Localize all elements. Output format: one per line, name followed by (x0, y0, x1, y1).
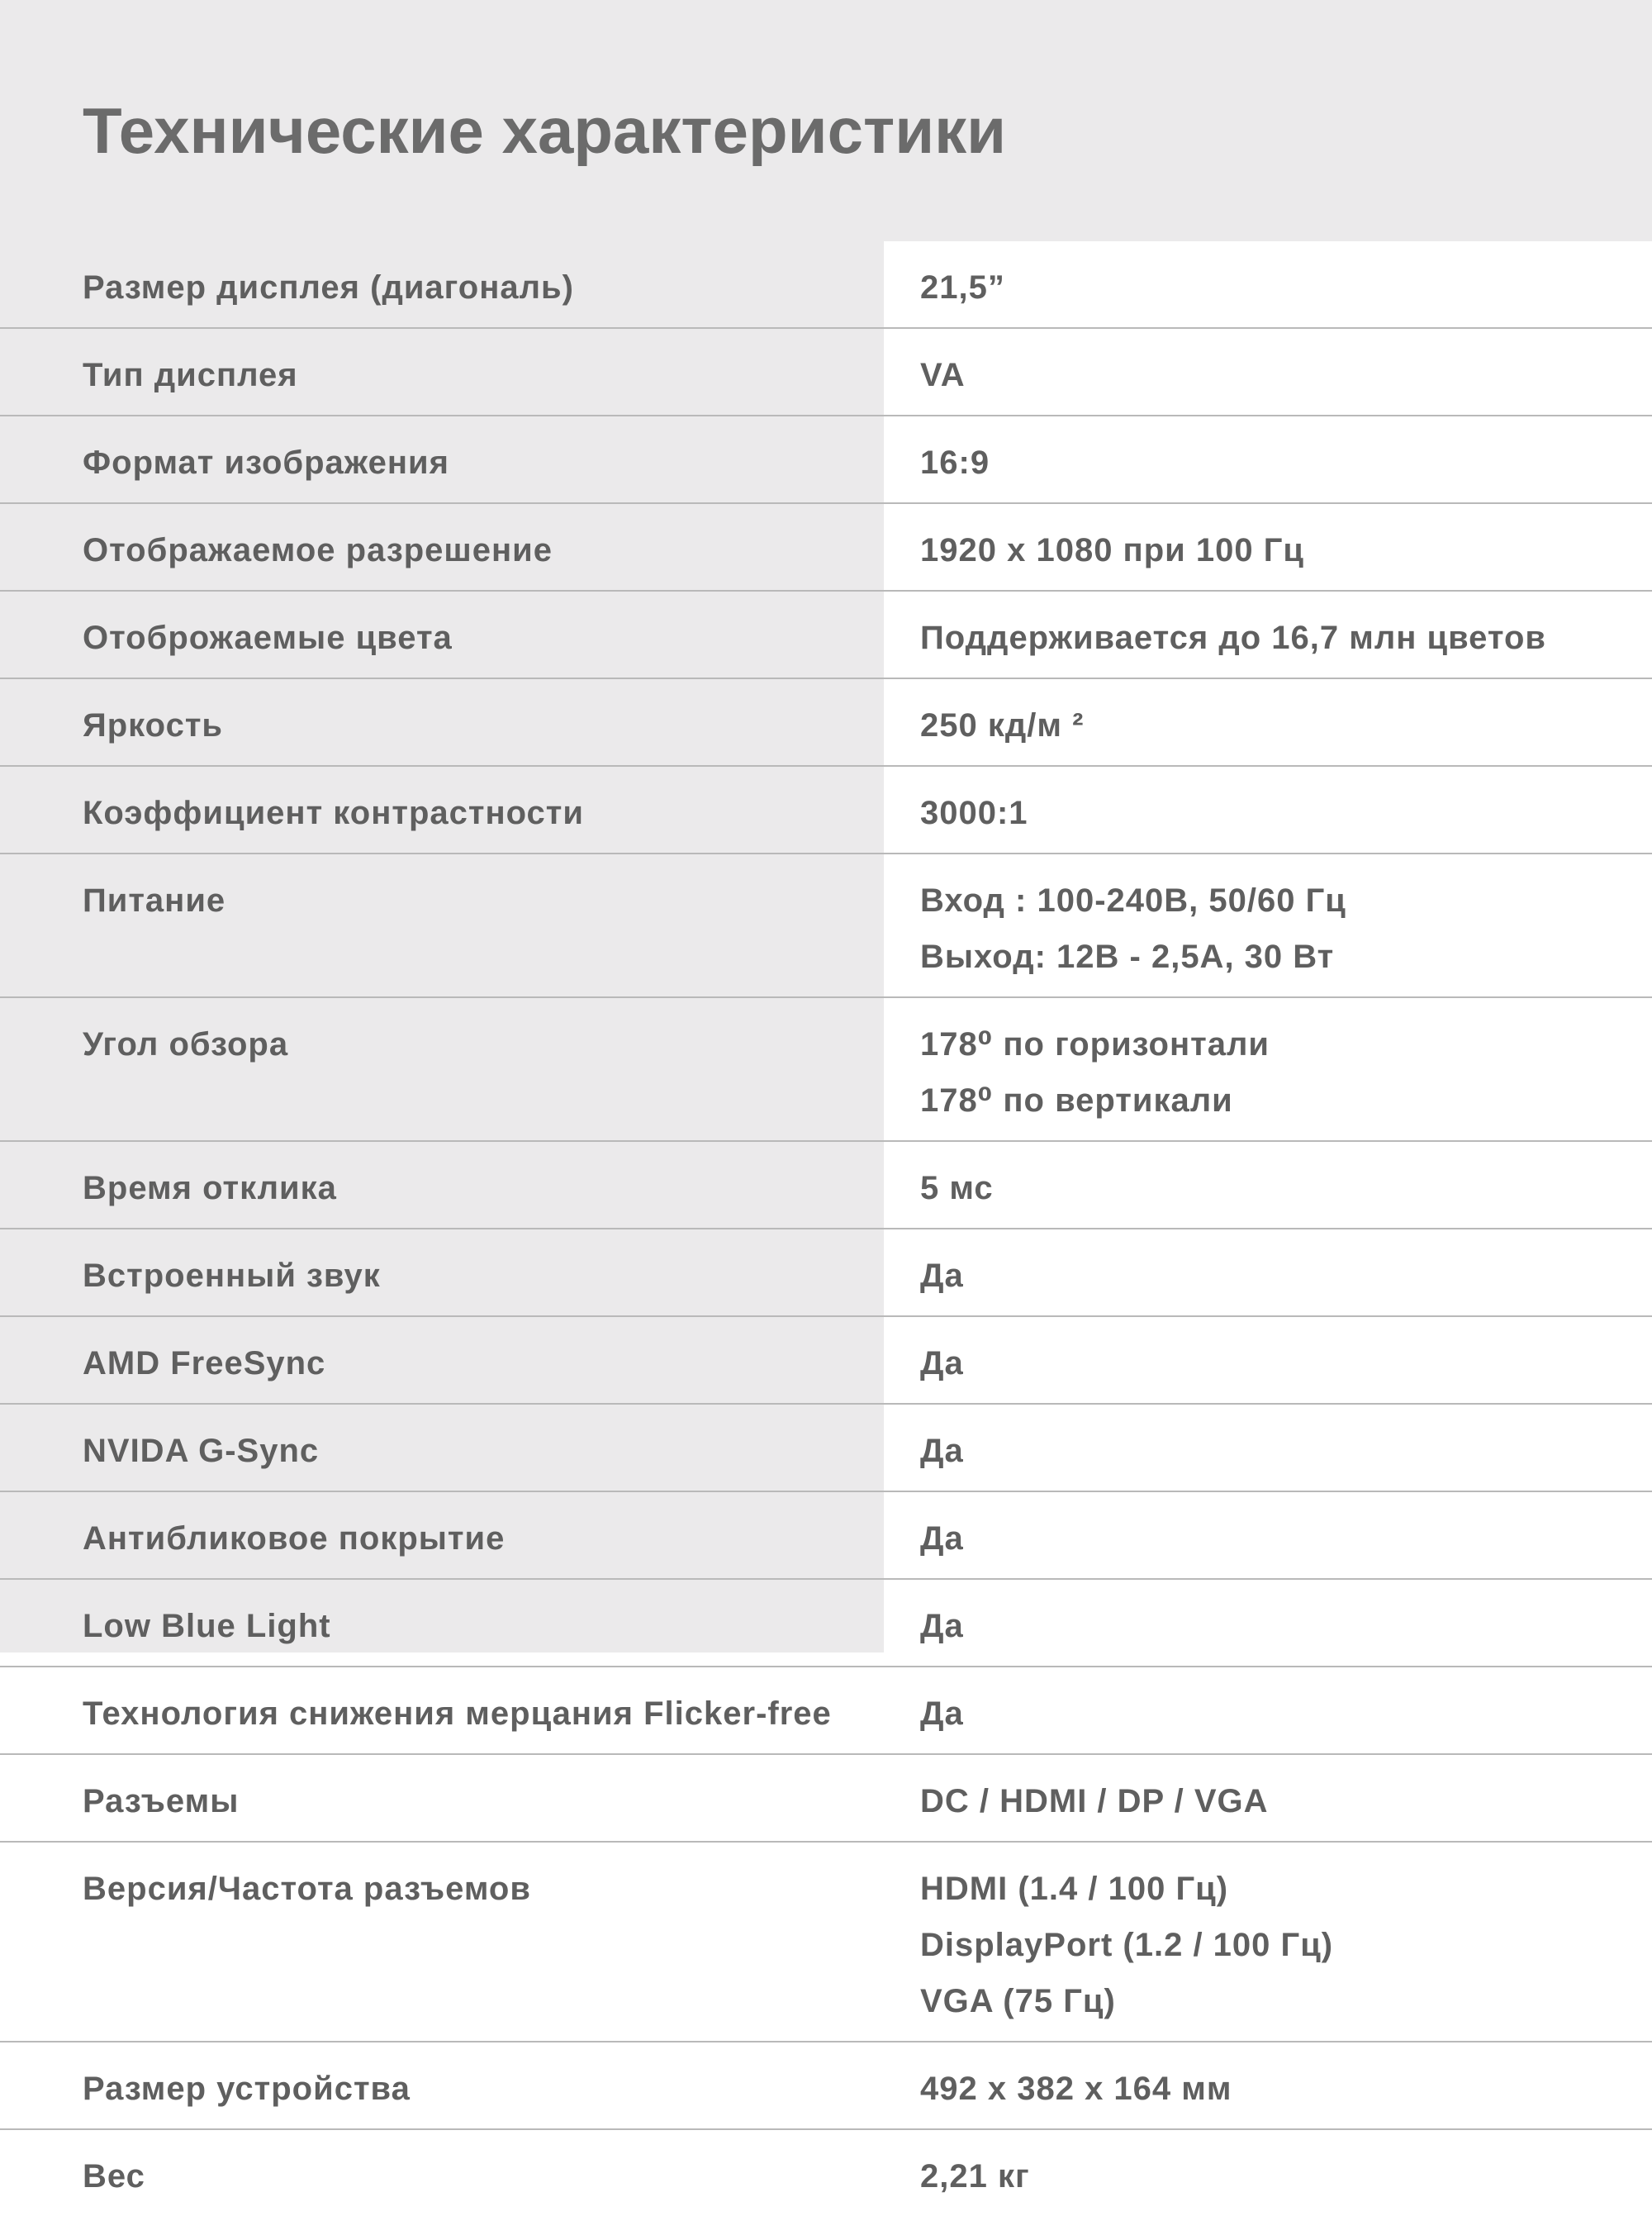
spec-label: AMD FreeSync (83, 1345, 326, 1381)
spec-row (0, 592, 1652, 679)
spec-label: Разъемы (83, 1783, 240, 1819)
spec-row (0, 998, 1652, 1142)
spec-value: Вход : 100-240В, 50/60 Гц (920, 882, 1346, 919)
spec-value: VGA (75 Гц) (920, 1983, 1116, 2019)
header-band (0, 0, 1652, 241)
spec-row (0, 1667, 1652, 1755)
spec-row (0, 854, 1652, 998)
spec-row (0, 2042, 1652, 2130)
spec-value: Поддерживается до 16,7 млн цветов (920, 620, 1546, 656)
spec-label: Формат изображения (83, 445, 449, 481)
spec-label: Питание (83, 882, 226, 919)
spec-value: Да (920, 1608, 964, 1644)
spec-row (0, 1755, 1652, 1843)
spec-values (884, 329, 1652, 415)
spec-label: Low Blue Light (83, 1608, 331, 1644)
spec-row (0, 1843, 1652, 2042)
spec-row (0, 241, 1652, 329)
spec-value: Да (920, 1258, 964, 1294)
spec-values (884, 241, 1652, 327)
spec-values (884, 998, 1652, 1140)
spec-value: 1920 x 1080 при 100 Гц (920, 532, 1304, 568)
spec-value: 3000:1 (920, 795, 1028, 831)
spec-row (0, 416, 1652, 504)
spec-value: 16:9 (920, 445, 990, 481)
spec-values (884, 1755, 1652, 1841)
spec-label: Размер дисплея (диагональ) (83, 269, 574, 306)
spec-value: 21,5” (920, 269, 1005, 306)
spec-value: 178⁰ по горизонтали (920, 1026, 1270, 1063)
spec-value: Да (920, 1520, 964, 1557)
spec-value: 250 кд/м ² (920, 707, 1085, 744)
spec-label: Размер устройства (83, 2071, 411, 2107)
spec-label: Отоброжаемые цвета (83, 620, 453, 656)
spec-values (884, 854, 1652, 996)
spec-label: Отображаемое разрешение (83, 532, 553, 568)
spec-label: Угол обзора (83, 1026, 289, 1063)
spec-label: Тип дисплея (83, 357, 298, 393)
spec-label: Яркость (83, 707, 224, 744)
spec-values (884, 1667, 1652, 1753)
spec-values (884, 1492, 1652, 1578)
spec-value: Да (920, 1345, 964, 1381)
spec-row (0, 2130, 1652, 2216)
spec-row (0, 1142, 1652, 1229)
spec-value: 2,21 кг (920, 2158, 1030, 2195)
spec-table (0, 241, 1652, 2216)
spec-row (0, 1492, 1652, 1580)
spec-value: DC / HDMI / DP / VGA (920, 1783, 1269, 1819)
spec-values (884, 504, 1652, 590)
spec-value: Да (920, 1695, 964, 1732)
spec-row (0, 1580, 1652, 1667)
spec-row (0, 1405, 1652, 1492)
spec-value: 5 мс (920, 1170, 994, 1206)
spec-values (884, 1142, 1652, 1228)
spec-value: Выход: 12В - 2,5А, 30 Вт (920, 939, 1335, 975)
spec-row (0, 1229, 1652, 1317)
spec-values (884, 1405, 1652, 1491)
spec-values (884, 679, 1652, 765)
spec-label: Вес (83, 2158, 145, 2195)
spec-values (884, 1580, 1652, 1666)
spec-row (0, 329, 1652, 416)
spec-values (884, 1317, 1652, 1403)
spec-values (884, 416, 1652, 502)
page-title: Технические характеристики (83, 94, 1007, 167)
spec-values (884, 1229, 1652, 1315)
spec-values (884, 2042, 1652, 2128)
spec-value: 492 x 382 x 164 мм (920, 2071, 1232, 2107)
spec-row (0, 767, 1652, 854)
spec-label: Антибликовое покрытие (83, 1520, 506, 1557)
spec-label: NVIDA G-Sync (83, 1433, 320, 1469)
spec-label: Коэффициент контрастности (83, 795, 584, 831)
spec-values (884, 1843, 1652, 2041)
spec-label: Технология снижения мерцания Flicker-free (83, 1695, 832, 1732)
spec-label: Встроенный звук (83, 1258, 381, 1294)
spec-label: Время отклика (83, 1170, 337, 1206)
spec-row (0, 679, 1652, 767)
spec-values (884, 2130, 1652, 2216)
spec-values (884, 767, 1652, 853)
spec-value: HDMI (1.4 / 100 Гц) (920, 1871, 1229, 1907)
spec-value: 178⁰ по вертикали (920, 1082, 1233, 1119)
spec-values (884, 592, 1652, 678)
spec-value: DisplayPort (1.2 / 100 Гц) (920, 1927, 1334, 1963)
spec-value: VA (920, 357, 966, 393)
spec-value: Да (920, 1433, 964, 1469)
spec-row (0, 1317, 1652, 1405)
spec-label: Версия/Частота разъемов (83, 1871, 531, 1907)
spec-row (0, 504, 1652, 592)
